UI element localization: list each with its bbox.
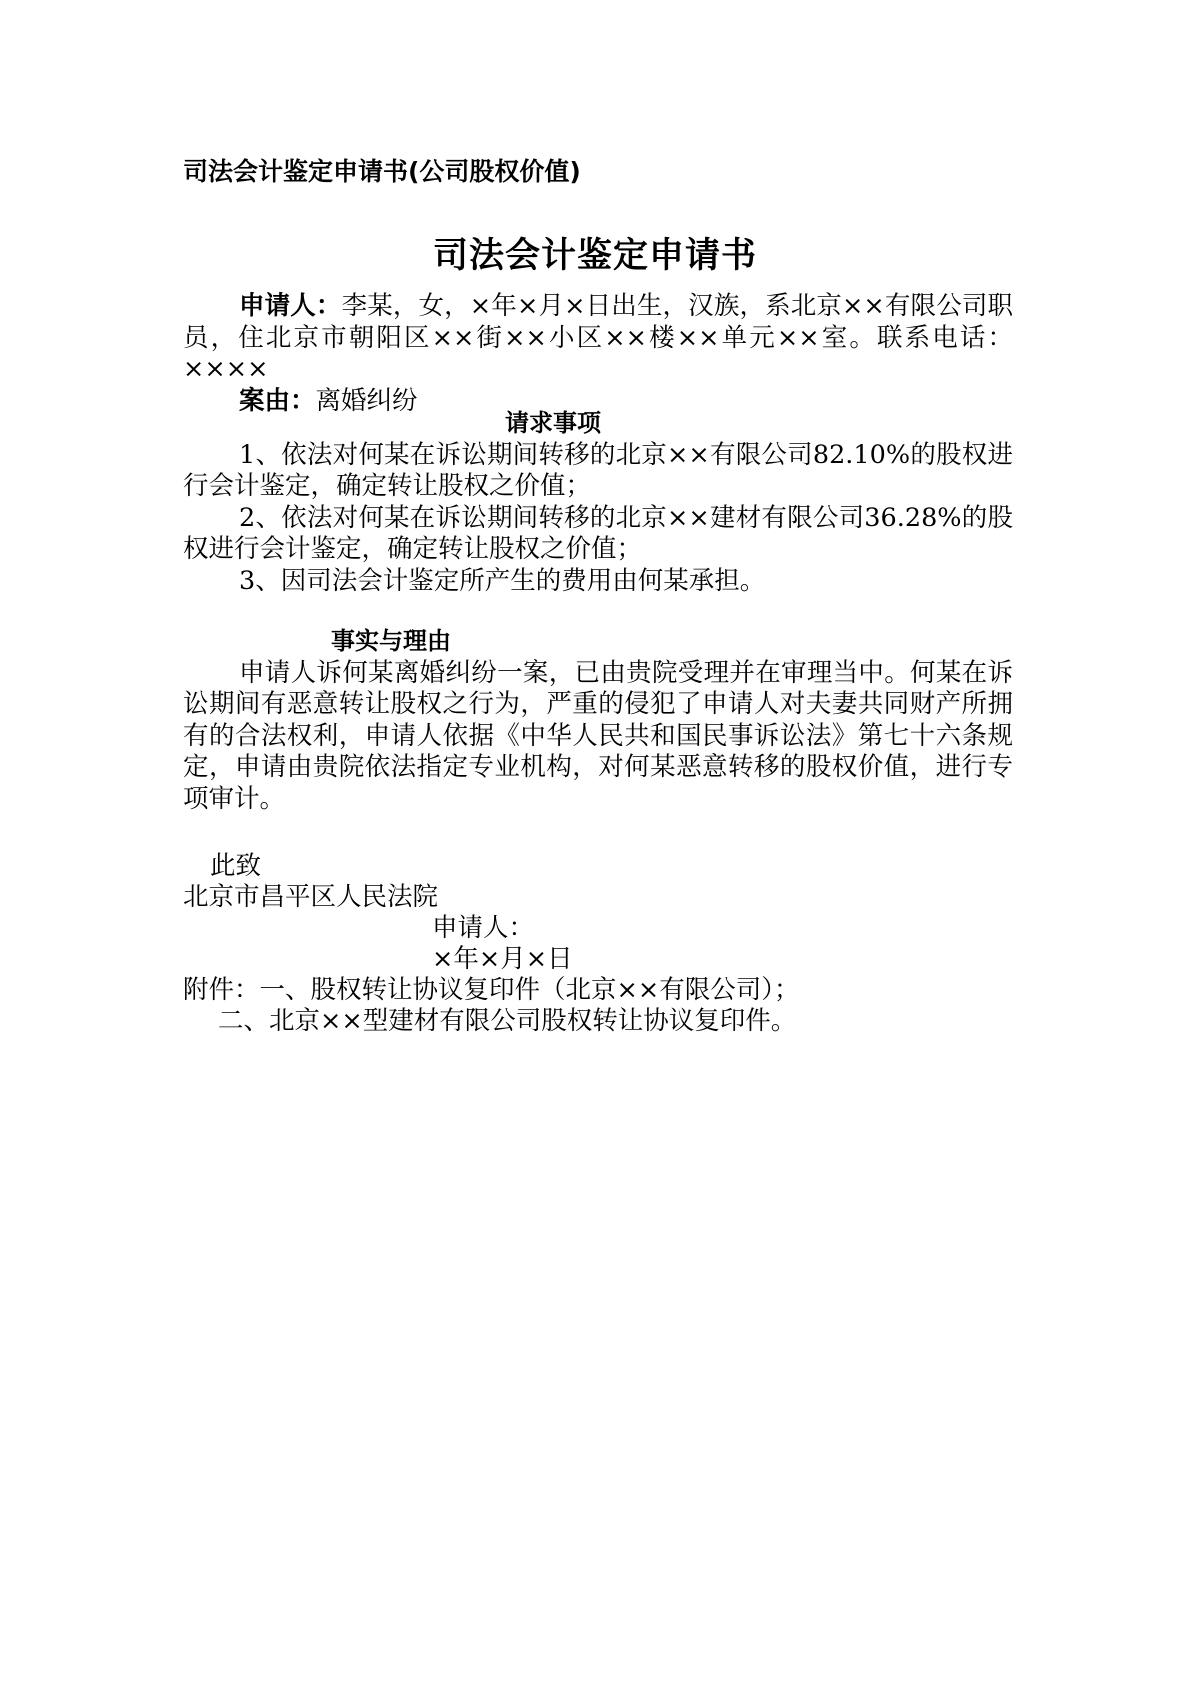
document-title: 司法会计鉴定申请书: [432, 236, 757, 276]
signature-label: 申请人：: [432, 913, 535, 943]
facts-paragraph: 申请人诉何某离婚纠纷一案，已由贵院受理并在审理当中。何某在诉讼期间有恶意转让股权之行为，严重的侵犯了申请人对夫妻共同财产所拥有的合法权利，申请人依据《中华人民共和国民事诉讼法》第七十六条规定，申请由贵院依法指定专业机构，对何某恶意转移的股权价值，进行专项审计。: [183, 657, 1013, 814]
cause-label: 案由：: [239, 385, 316, 416]
attachment-line-2: 二、北京××型建材有限公司股权转让协议复印件。: [218, 1006, 797, 1036]
request-item-3: 3、因司法会计鉴定所产生的费用由何某承担。: [239, 565, 766, 596]
requests-section: [183, 408, 1013, 597]
closing-salutation: 此致: [210, 851, 262, 881]
facts-section: [183, 626, 1013, 815]
document-header: 司法会计鉴定申请书(公司股权价值): [183, 157, 581, 186]
applicant-block: [183, 291, 1013, 417]
cause-text: 离婚纠纷: [315, 385, 418, 416]
court-name: 北京市昌平区人民法院: [183, 882, 439, 912]
requests-heading: 请求事项: [505, 409, 601, 437]
request-item-2: 2、依法对何某在诉讼期间转移的北京××建材有限公司36.28%的股权进行会计鉴定，确定转让股权之价值；: [183, 502, 1013, 564]
attachment-line-1: 附件：一、股权转让协议复印件（北京××有限公司）；: [183, 975, 800, 1005]
facts-heading: 事实与理由: [331, 627, 451, 655]
applicant-label: 申请人：: [239, 291, 342, 321]
request-item-1: 1、依法对何某在诉讼期间转移的北京××有限公司82.10%的股权进行会计鉴定，确定转让股权之价值；: [183, 439, 1013, 501]
applicant-paragraph: [183, 291, 1013, 386]
signature-date: ×年×月×日: [432, 944, 573, 974]
applicant-text: 李某，女，×年×月×日出生，汉族，系北京××有限公司职员，住北京市朝阳区××街××小区××楼××单元××室。联系电话：××××: [183, 291, 1013, 384]
